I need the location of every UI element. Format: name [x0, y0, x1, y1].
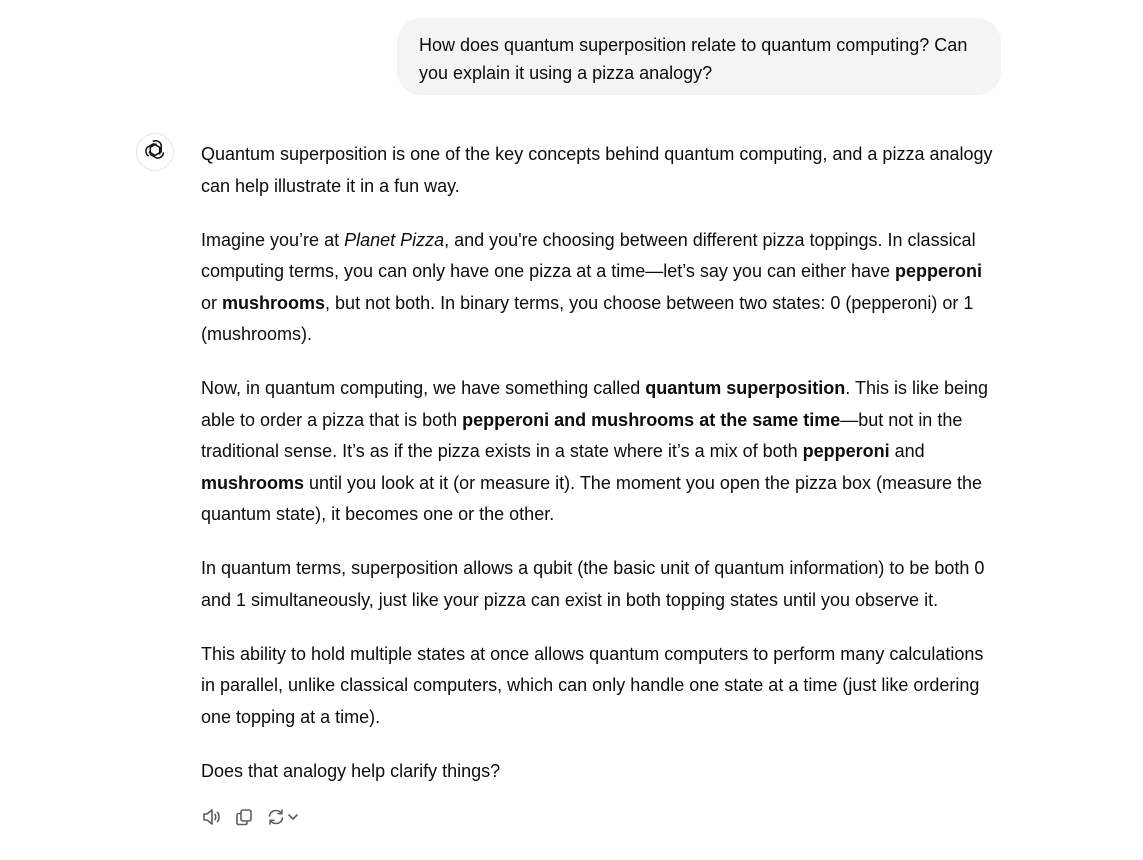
answer-paragraph-4: In quantum terms, superposition allows a qubit (the basic unit of quantum information) to be both 0 and 1 simultaneously, just like your pizza can exist in both topping states until you observe it. — [201, 558, 985, 610]
answer-paragraph-5: This ability to hold multiple states at once allows quantum computers to perform many calculations in parallel, unlike classical computers, which can only handle one state at a time (just like ordering one topping at a time). — [201, 643, 984, 727]
user-message-bubble — [397, 18, 1001, 95]
regenerate-icon — [265, 807, 287, 827]
answer-paragraph-1: Quantum superposition is one of the key concepts behind quantum computing, and a pizza analogy can help illustrate it in a fun way. — [201, 144, 993, 196]
answer-paragraph-2: Imagine you’re at Planet Pizza, and you're choosing between different pizza toppings. In classical computing terms, you can only have one pizza at a time—let’s say you can either have pepperoni or mushrooms, but not both. In binary terms, you choose between two states: 0 (pepperoni) or 1 (mushrooms). — [201, 229, 983, 344]
assistant-message — [201, 139, 1001, 810]
read-aloud-icon — [201, 807, 223, 827]
regenerate-button[interactable] — [265, 807, 299, 827]
copy-button[interactable] — [233, 807, 255, 827]
openai-logo-icon — [143, 138, 167, 167]
copy-icon — [233, 807, 255, 827]
answer-paragraph-6: Does that analogy help clarify things? — [201, 760, 501, 781]
user-message-text: How does quantum superposition relate to quantum computing? Can you explain it using a pizza analogy? — [419, 35, 968, 83]
assistant-avatar — [136, 133, 174, 171]
chevron-down-icon — [287, 807, 299, 827]
message-actions — [201, 805, 299, 829]
answer-paragraph-3: Now, in quantum computing, we have something called quantum superposition. This is like being able to order a pizza that is both pepperoni and mushrooms at the same time—but not in the traditional sense. It’s as if the pizza exists in a state where it’s a mix of both pepperoni and mushrooms until you look at it (or measure it). The moment you open the pizza box (measure the quantum state), it becomes one or the other. — [201, 378, 988, 524]
read-aloud-button[interactable] — [201, 807, 223, 827]
